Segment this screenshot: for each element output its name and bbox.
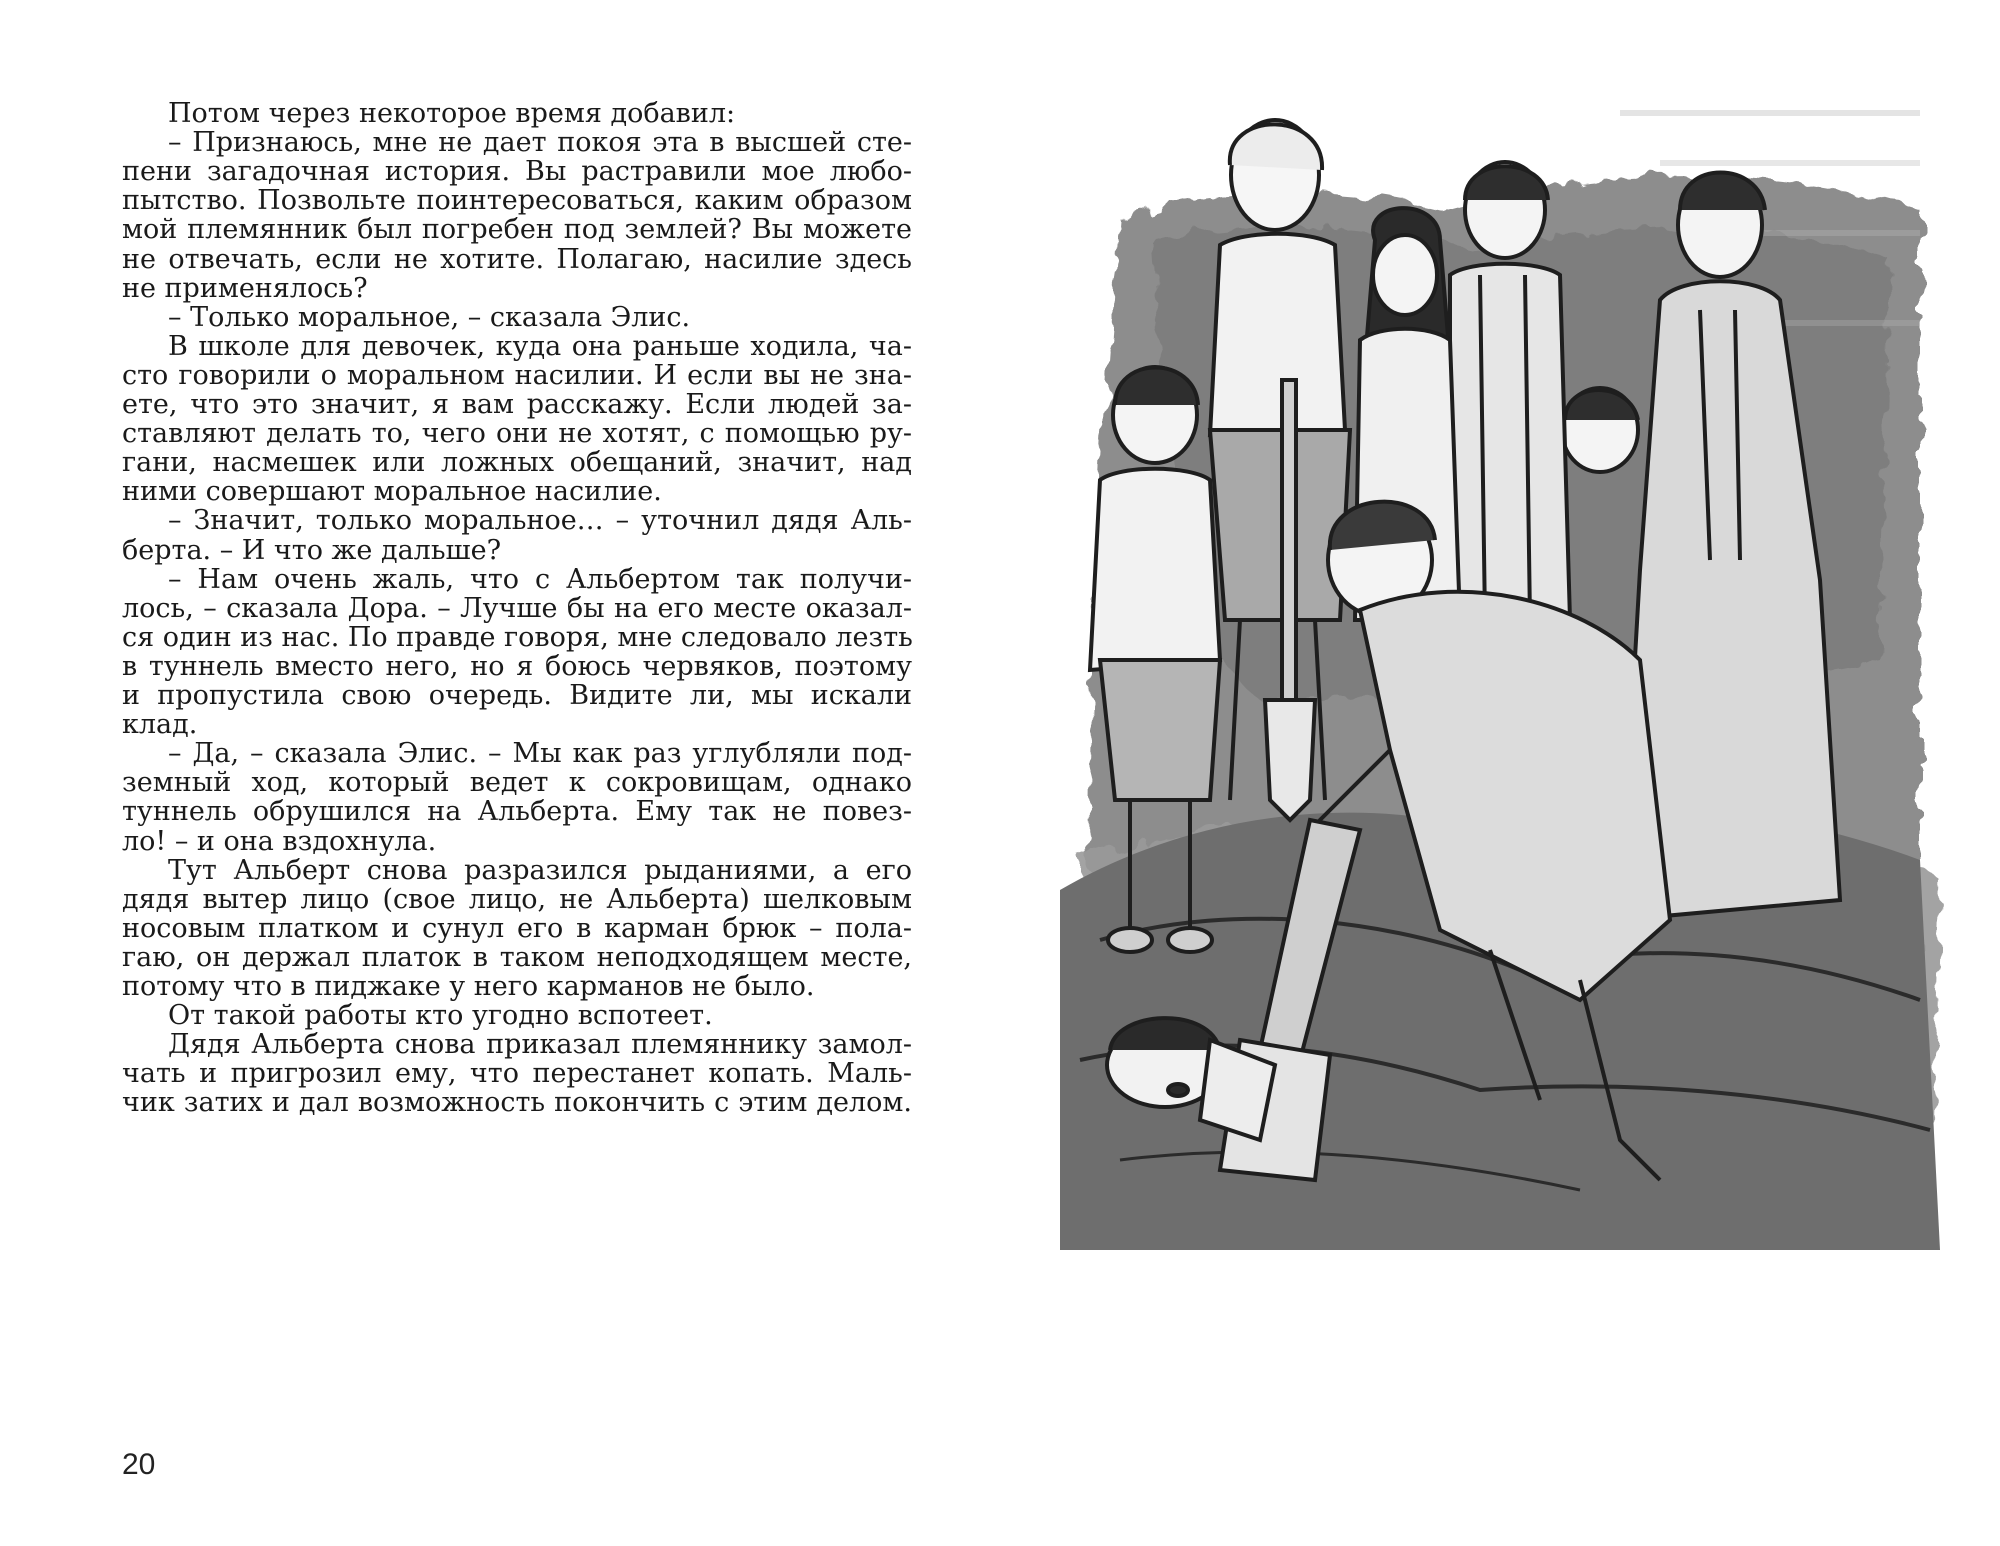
text-line: Тут Альберт снова разразился рыданиями, а его [168,854,912,886]
text-line: От такой работы кто угодно вспотеет. [168,1000,713,1032]
illustration-svg [1060,100,1950,1340]
text-line: ставляют делать то, чего они не хотят, с помощью ру- [122,418,912,450]
figure-leaning-boy [1562,388,1638,472]
text-line: гани, насмешек или ложных обещаний, значит, над [122,447,912,479]
text-line: ло! – и она вздохнула. [122,825,437,857]
text-line: потому что в пиджаке у него карманов не было. [122,971,815,1002]
text-line: – Только моральное, – сказала Элис. [168,301,691,333]
text-line: не применялось? [122,272,368,304]
text-line: гаю, он держал платок в таком неподходящем месте, [122,941,912,973]
text-line: ся один из нас. По правде говоря, мне следовало лезть [122,621,913,653]
text-line: мой племянник был погребен под землей? Вы можете [122,214,912,246]
text-line: пытство. Позвольте поинтересоваться, каким образом [122,185,912,217]
text-line: ете, что это значит, я вам расскажу. Если людей за- [122,389,912,420]
text-line: – Нам очень жаль, что с Альбертом так получи- [168,563,912,595]
text-line: и пропустила свою очередь. Видите ли, мы искали [122,680,912,711]
text-line: земный ход, который ведет к сокровищам, однако [122,767,912,799]
page-number: 20 [122,1448,156,1481]
text-line: В школе для девочек, куда она раньше ходила, ча- [168,330,912,362]
text-line: – Да, – сказала Элис. – Мы как раз углубляли под- [168,738,912,770]
text-line: носовым платком и сунул его в карман брюк – пола- [122,912,912,944]
text-line: клад. [122,709,198,741]
text-line: сто говорили о моральном насилии. И если вы не зна- [122,359,912,391]
text-line: ними совершают моральное насилие. [122,476,662,508]
text-line: берта. – И что же дальше? [122,534,502,566]
text-line: в туннель вместо него, но я боюсь червяков, поэтому [122,650,912,682]
text-line: чик затих и дал возможность покончить с этим делом. [122,1087,912,1119]
text-line: пени загадочная история. Вы растравили мое любо- [122,156,912,188]
text-line: Дядя Альберта снова приказал племяннику замол- [168,1029,912,1061]
text-line: чать и пригрозил ему, что перестанет копать. Маль- [122,1058,912,1090]
text-line: Потом через некоторое время добавил: [168,98,736,129]
text-line: лось, – сказала Дора. – Лучше бы на его месте оказал- [122,592,912,624]
text-line: – Признаюсь, мне не дает покоя эта в высшей сте- [168,127,912,159]
illustration-children-digging [1060,100,1950,1340]
text-line: туннель обрушился на Альберта. Ему так не повез- [122,796,912,828]
text-line: не отвечать, если не хотите. Полагаю, насилие здесь [122,243,912,275]
text-line: – Значит, только моральное… – уточнил дядя Аль- [168,505,912,537]
text-line: дядя вытер лицо (свое лицо, не Альберта) шелковым [122,883,912,915]
